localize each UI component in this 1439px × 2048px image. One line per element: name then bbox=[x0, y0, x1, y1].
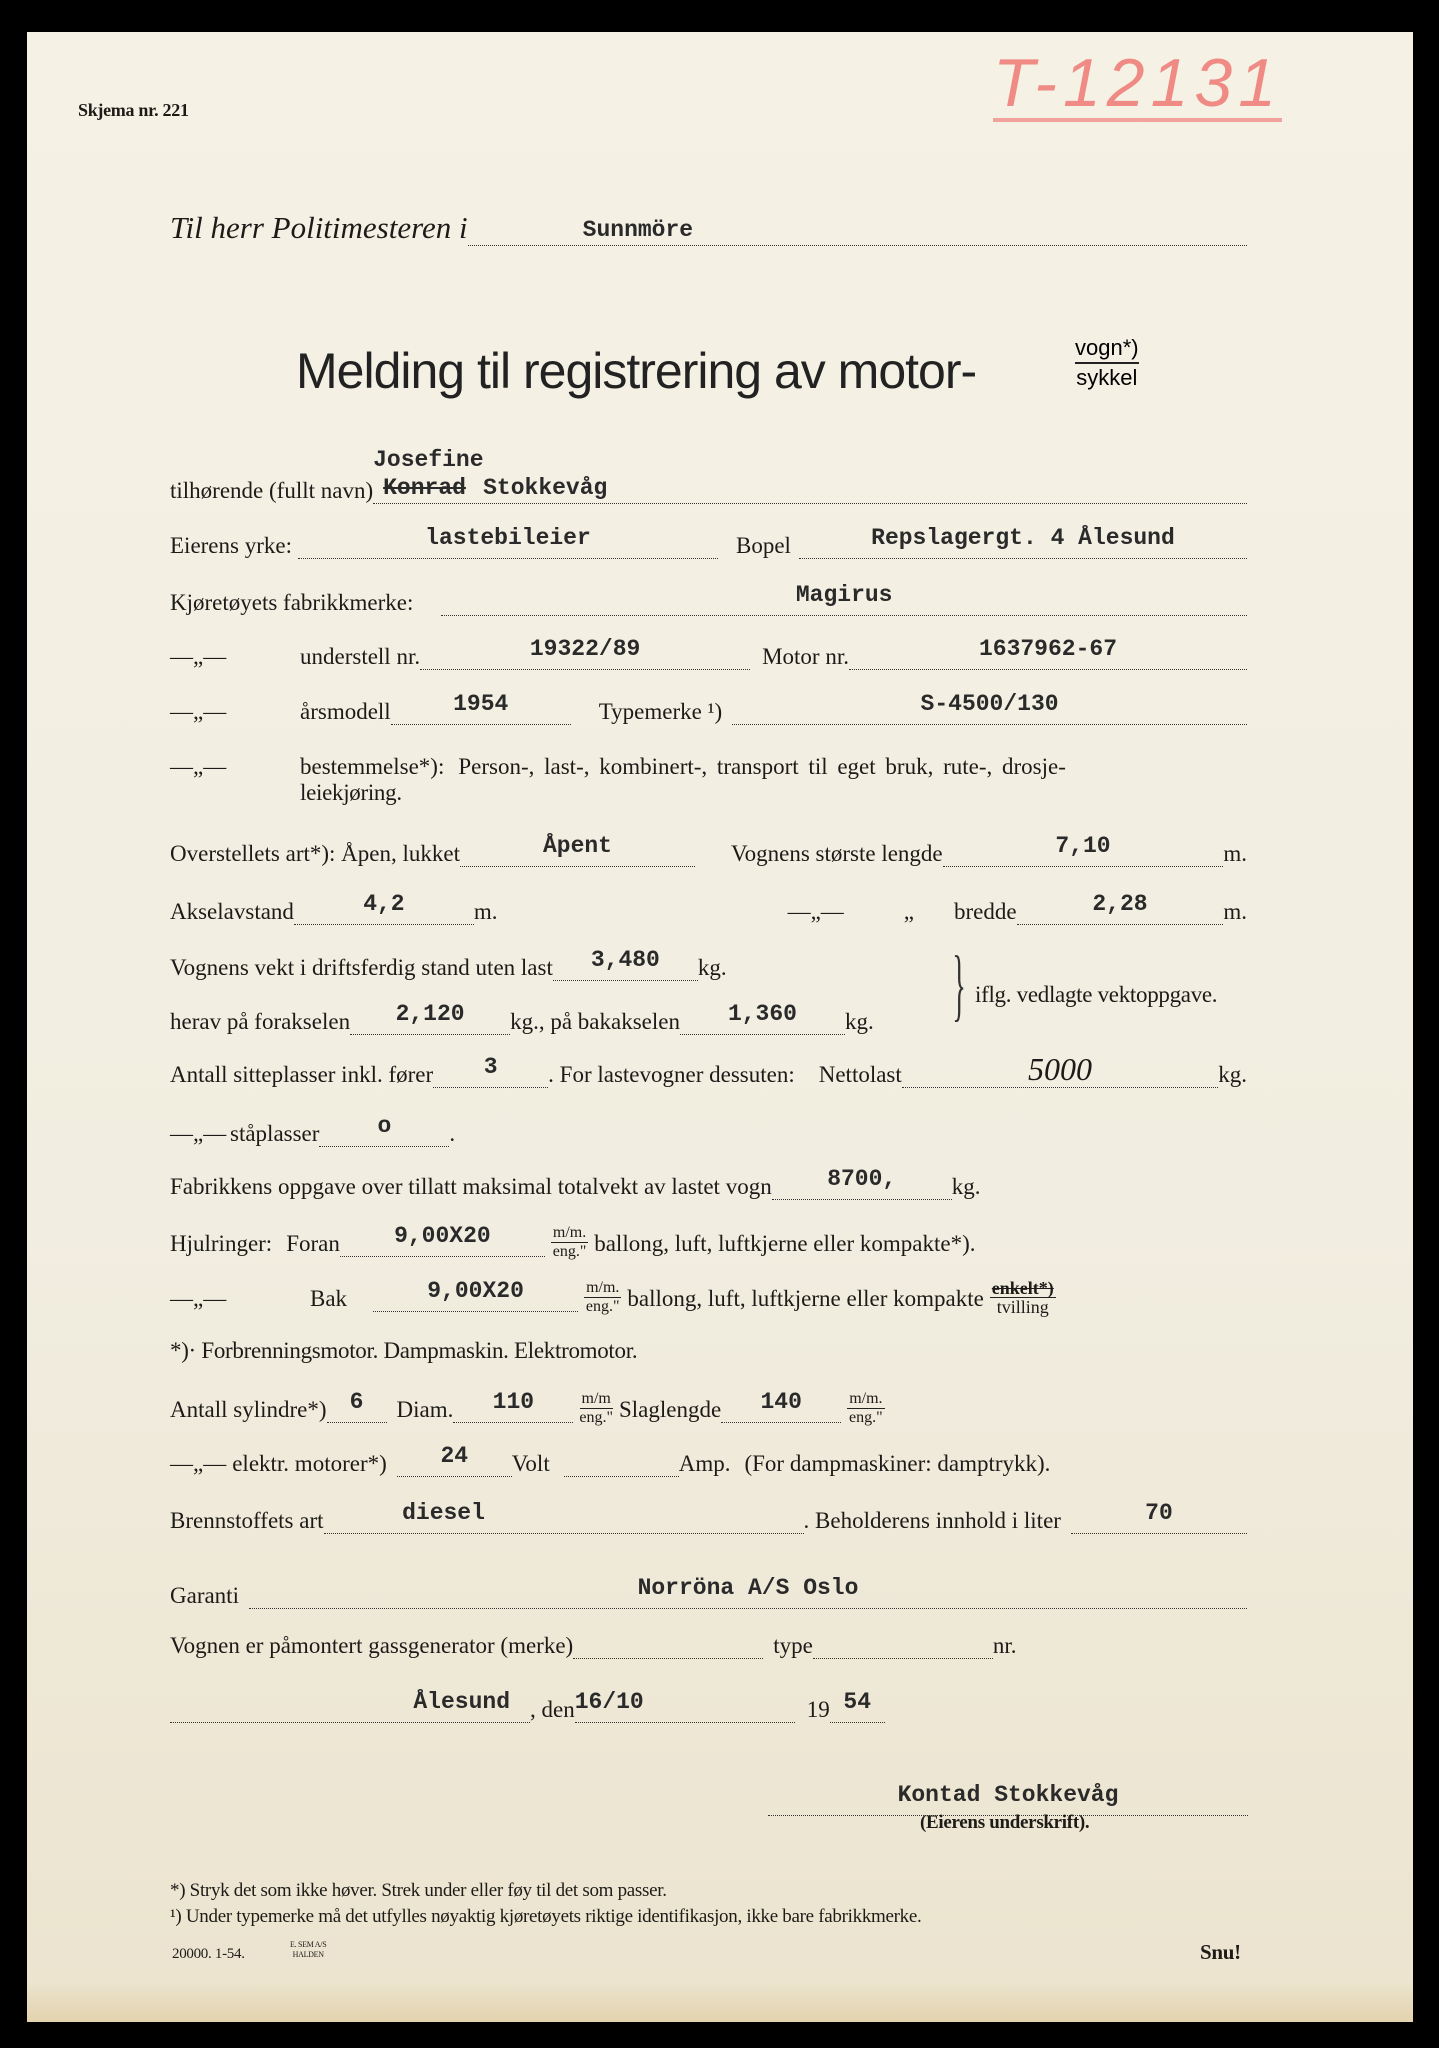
residence-value: Repslagergt. 4 Ålesund bbox=[871, 525, 1175, 551]
frac-bottom: eng." bbox=[579, 1409, 613, 1426]
frac-top: m/m. bbox=[849, 1390, 883, 1407]
addressee-label: Til herr Politimesteren i bbox=[170, 210, 468, 245]
front-tyre-label: Foran bbox=[286, 1231, 340, 1256]
title-fraction bbox=[1075, 334, 1139, 392]
owner-struck: Konrad bbox=[383, 475, 466, 501]
owner-value: Stokkevåg bbox=[483, 475, 608, 501]
frac-top: m/m. bbox=[586, 1279, 620, 1296]
page-title: Melding til registrering av motor- bbox=[296, 343, 977, 399]
max-weight-value: 8700, bbox=[827, 1166, 897, 1192]
gas-generator-label: Vognen er påmontert gassgenerator (merke) bbox=[170, 1633, 574, 1658]
standing-label: ståplasser bbox=[230, 1121, 320, 1146]
diameter-value: 110 bbox=[492, 1389, 535, 1415]
warranty-label: Garanti bbox=[170, 1583, 239, 1608]
motor-label: Motor nr. bbox=[762, 644, 849, 669]
weight-note: iflg. vedlagte vektoppgave. bbox=[975, 982, 1218, 1007]
ditto-mark: —„— bbox=[170, 644, 227, 669]
single-struck: enkelt*) bbox=[991, 1278, 1054, 1298]
wheelbase-unit: m. bbox=[473, 899, 498, 924]
turn-over-note: Snu! bbox=[1200, 1940, 1241, 1964]
cylinders-value: 6 bbox=[349, 1389, 364, 1415]
type-value: S-4500/130 bbox=[920, 691, 1059, 717]
den-label: , den bbox=[530, 1697, 575, 1722]
steam-note: (For dampmaskiner: damptrykk). bbox=[744, 1451, 1051, 1476]
unit-fraction bbox=[584, 1279, 621, 1316]
title-frac-top: vogn*) bbox=[1075, 334, 1139, 364]
electric-label: elektr. motorer*) bbox=[232, 1451, 387, 1476]
frac-top: m/m bbox=[581, 1390, 611, 1407]
length-label: Vognens største lengde bbox=[730, 841, 943, 866]
tyres-label: Hjulringer: bbox=[170, 1231, 273, 1256]
owner-field bbox=[373, 447, 1247, 504]
ditto-mark: —„— bbox=[170, 1451, 227, 1476]
ditto-mark: —„— bbox=[170, 1286, 227, 1311]
rear-tyre-label: Bak bbox=[310, 1286, 348, 1311]
warranty-value: Norröna A/S Oslo bbox=[637, 1575, 859, 1601]
amp-label: Amp. bbox=[678, 1451, 731, 1476]
purpose-label: bestemmelse*): bbox=[300, 754, 445, 779]
place-value: Ålesund bbox=[413, 1689, 510, 1715]
unit-fraction bbox=[847, 1390, 884, 1427]
twin-label: tvilling bbox=[996, 1297, 1049, 1317]
date-value: 16/10 bbox=[574, 1689, 644, 1715]
occupation-value: lastebileier bbox=[425, 525, 591, 551]
standing-end: . bbox=[449, 1121, 456, 1146]
gas-nr-label: nr. bbox=[992, 1633, 1017, 1658]
residence-label: Bopel bbox=[735, 533, 791, 558]
ditto-quote: „ bbox=[903, 899, 914, 924]
unit-fraction bbox=[551, 1224, 588, 1261]
title-frac-bottom: sykkel bbox=[1076, 365, 1138, 390]
net-load-unit: kg. bbox=[1218, 1062, 1247, 1087]
owner-inserted: Josefine bbox=[373, 447, 484, 473]
width-unit: m. bbox=[1223, 899, 1247, 924]
printer-name: E. SEM A/S bbox=[290, 1940, 327, 1949]
fuel-label: Brennstoffets art bbox=[170, 1508, 324, 1533]
addressee-field bbox=[468, 215, 1247, 246]
rear-axle-label: kg., på bakakselen bbox=[510, 1009, 680, 1034]
cylinders-label: Antall sylindre*) bbox=[170, 1397, 327, 1422]
archive-stamp: T-12131 bbox=[993, 45, 1283, 121]
brace-icon: } bbox=[952, 941, 966, 1029]
front-tyre-value: 9,00X20 bbox=[394, 1223, 491, 1249]
weight-unit: kg. bbox=[697, 955, 727, 980]
seats-value: 3 bbox=[483, 1054, 498, 1080]
volt-label: Volt bbox=[511, 1451, 550, 1476]
printer-mark bbox=[290, 1940, 326, 1960]
standing-value: o bbox=[377, 1113, 392, 1139]
weight-label: Vognens vekt i driftsferdig stand uten last bbox=[170, 955, 553, 980]
body-label: Overstellets art*): Åpen, lukket bbox=[170, 841, 460, 866]
ditto-mark: —„— bbox=[170, 1121, 227, 1146]
tank-label: . Beholderens innhold i liter bbox=[803, 1508, 1061, 1533]
single-twin-fraction bbox=[990, 1279, 1056, 1316]
volt-value: 24 bbox=[440, 1443, 469, 1469]
rear-axle-value: 1,360 bbox=[727, 1001, 797, 1027]
seats-label: Antall sitteplasser inkl. fører bbox=[170, 1062, 434, 1087]
front-axle-value: 2,120 bbox=[395, 1001, 465, 1027]
stroke-value: 140 bbox=[760, 1389, 802, 1415]
engine-types: *)· Forbrenningsmotor. Dampmaskin. Elektromotor. bbox=[170, 1338, 638, 1363]
model-year-value: 1954 bbox=[453, 691, 509, 717]
wheelbase-value: 4,2 bbox=[363, 891, 405, 917]
chassis-value: 19322/89 bbox=[529, 636, 641, 662]
printer-city: HALDEN bbox=[292, 1950, 324, 1959]
length-unit: m. bbox=[1223, 841, 1247, 866]
model-year-label: årsmodell bbox=[300, 699, 391, 724]
net-load-value: 5000 bbox=[1028, 1051, 1093, 1087]
stroke-label: Slaglengde bbox=[619, 1397, 722, 1422]
net-load-label: Nettolast bbox=[818, 1062, 902, 1087]
body-value: Åpent bbox=[542, 833, 612, 859]
form-number: Skjema nr. 221 bbox=[78, 100, 189, 120]
width-label: bredde bbox=[954, 899, 1017, 924]
rear-axle-unit: kg. bbox=[844, 1009, 874, 1034]
make-value: Magirus bbox=[795, 582, 893, 608]
type-label: Typemerke ¹) bbox=[598, 699, 723, 724]
frac-bottom: eng." bbox=[849, 1409, 883, 1426]
purpose-options-cont: leiekjøring. bbox=[300, 780, 402, 805]
signature: Kontad Stokkevåg bbox=[897, 1782, 1119, 1808]
rear-tyre-types: ballong, luft, luftkjerne eller kompakte bbox=[627, 1286, 984, 1311]
year-century: 19 bbox=[806, 1697, 830, 1722]
diameter-label: Diam. bbox=[396, 1397, 454, 1422]
ditto-mark: —„— bbox=[170, 754, 227, 779]
frac-bottom: eng." bbox=[552, 1243, 587, 1260]
tank-value: 70 bbox=[1145, 1500, 1173, 1526]
wheelbase-label: Akselavstand bbox=[170, 899, 294, 924]
width-value: 2,28 bbox=[1092, 891, 1148, 917]
rear-tyre-value: 9,00X20 bbox=[427, 1278, 524, 1304]
weight-value: 3,480 bbox=[590, 947, 660, 973]
signature-caption: (Eierens underskrift). bbox=[920, 1812, 1090, 1833]
max-weight-unit: kg. bbox=[951, 1174, 981, 1199]
owner-label: tilhørende (fullt navn) bbox=[170, 478, 374, 503]
year-value: 54 bbox=[843, 1689, 872, 1715]
motor-value: 1637962-67 bbox=[978, 636, 1117, 662]
unit-fraction bbox=[579, 1390, 613, 1427]
fuel-value: diesel bbox=[402, 1500, 485, 1526]
footnote-2: ¹) Under typemerke må det utfylles nøyaktig kjøretøyets riktige identifikasjon, ikke bare fabrikkmerke. bbox=[170, 1906, 922, 1927]
print-info: 20000. 1-54. bbox=[172, 1946, 245, 1962]
occupation-label: Eierens yrke: bbox=[170, 533, 292, 558]
frac-top: m/m. bbox=[552, 1224, 587, 1241]
addressee-value: Sunnmöre bbox=[582, 217, 694, 243]
gas-type-label: type bbox=[773, 1633, 813, 1658]
front-axle-label: herav på forakselen bbox=[170, 1009, 351, 1034]
purpose-options: Person-, last-, kombinert-, transport til eget bruk, rute-, drosje- bbox=[458, 754, 1066, 779]
chassis-label: understell nr. bbox=[300, 644, 421, 669]
cargo-label: . For lastevogner dessuten: bbox=[548, 1062, 795, 1087]
footnote-1: *) Stryk det som ikke høver. Strek under eller føy til det som passer. bbox=[170, 1880, 667, 1901]
length-value: 7,10 bbox=[1055, 833, 1111, 859]
ditto-mark: —„— bbox=[170, 699, 227, 724]
make-label: Kjøretøyets fabrikkmerke: bbox=[170, 590, 414, 615]
front-tyre-types: ballong, luft, luftkjerne eller kompakte*). bbox=[594, 1231, 976, 1256]
ditto-mark: —„— bbox=[787, 899, 844, 924]
max-weight-label: Fabrikkens oppgave over tillatt maksimal totalvekt av lastet vogn bbox=[170, 1174, 772, 1199]
frac-bottom: eng." bbox=[585, 1298, 620, 1315]
